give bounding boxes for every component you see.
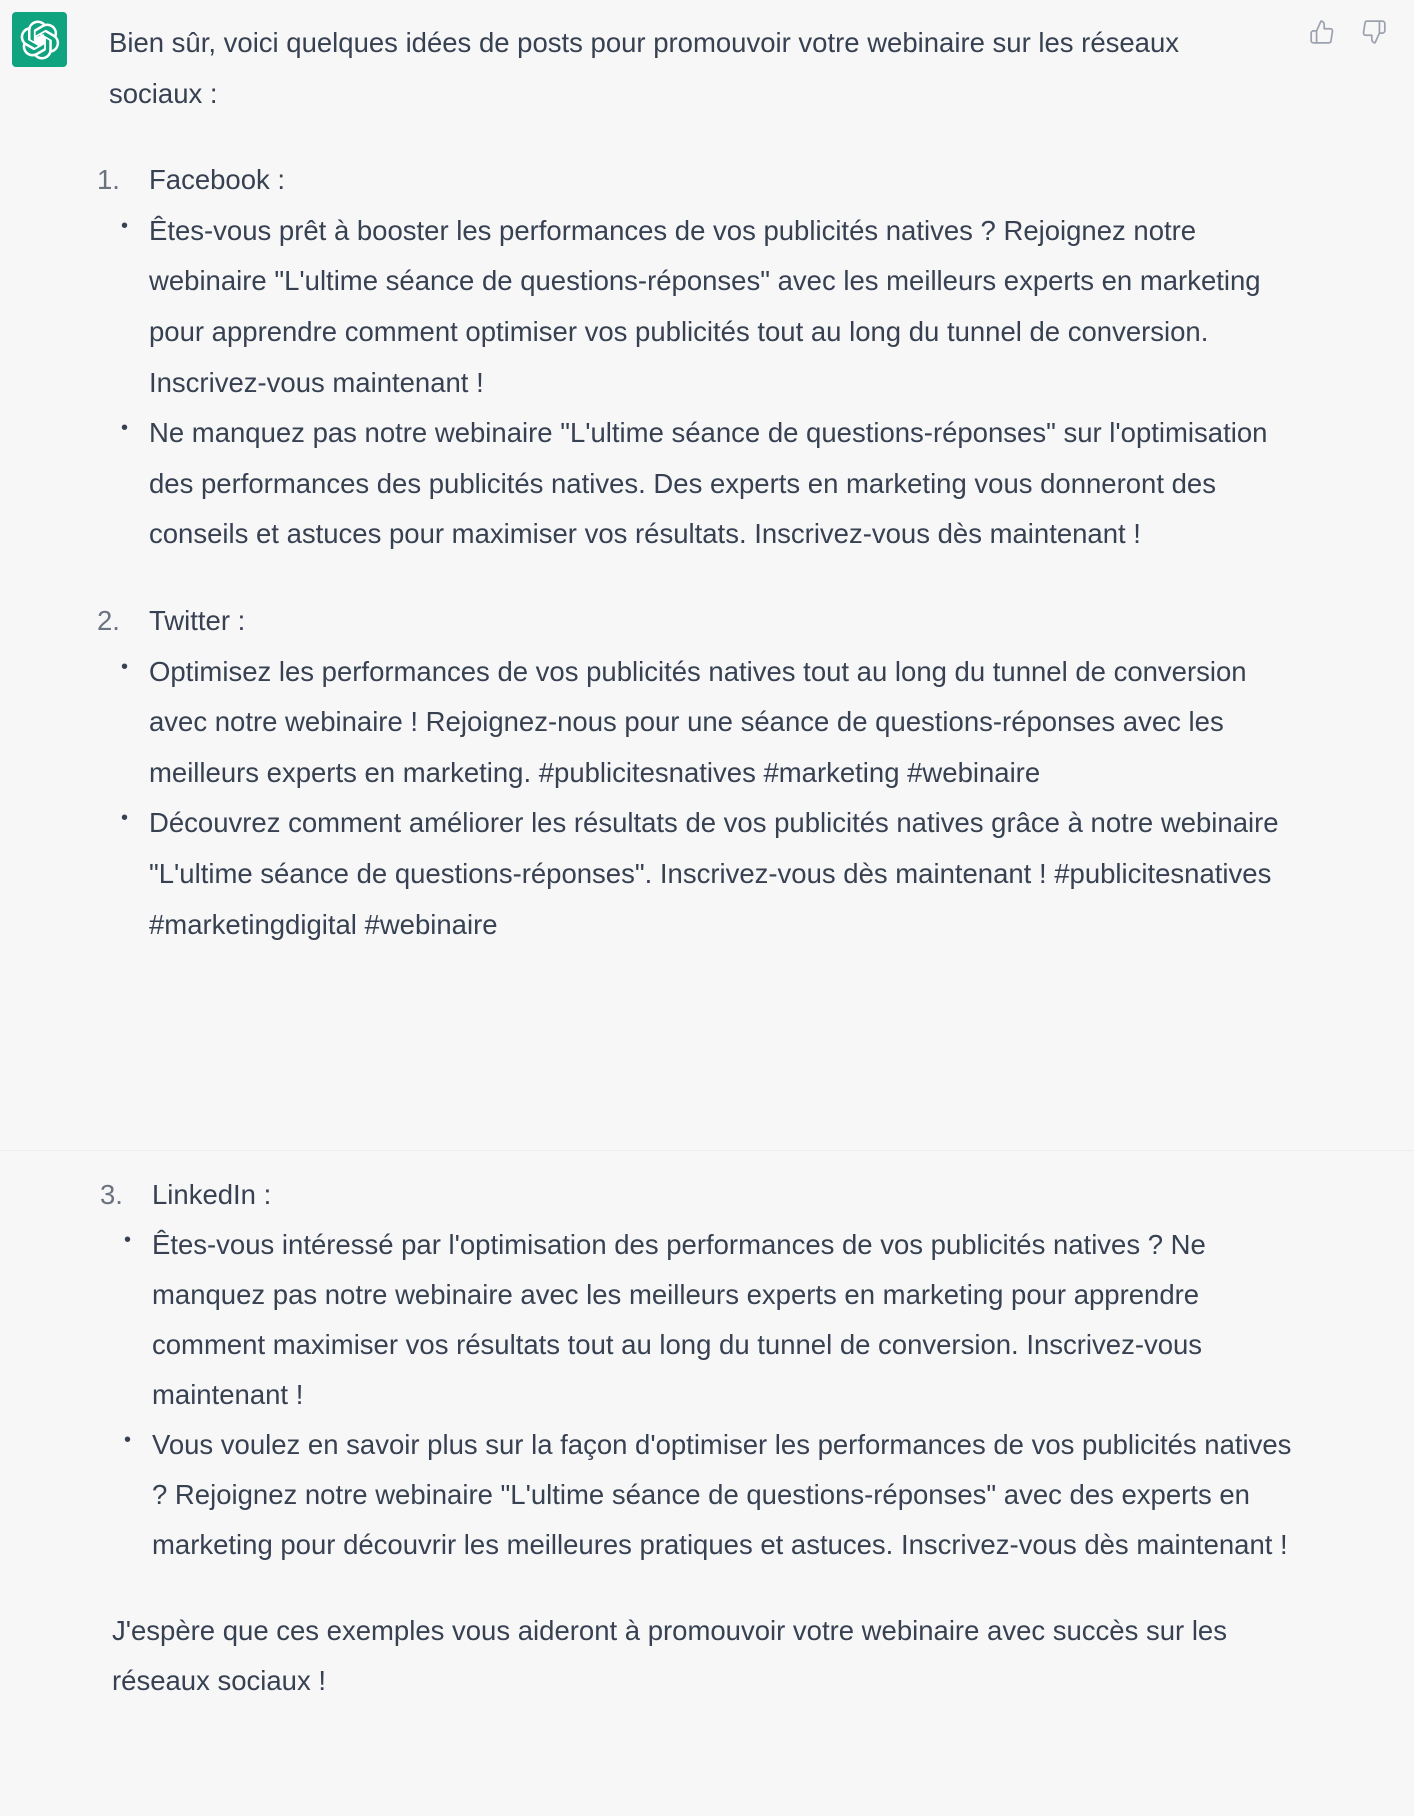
twitter-post-list [109,647,1289,951]
post-text: Êtes-vous prêt à booster les performances de vos publicités natives ? Rejoignez notre webinaire "L'ultime séance de questions-réponses" avec les meilleurs experts en marketing pour apprendre comment optimiser vos publicités tout au long du tunnel de conversion. Inscrivez-vous maintenant ! [149,214,1261,398]
assistant-message-continued [100,1170,1292,1734]
bullet-icon: • [124,1429,132,1451]
list-item [109,647,1294,799]
message-intro: Bien sûr, voici quelques idées de posts pour promouvoir votre webinaire sur les réseaux sociaux : [109,27,1180,109]
message-outro: J'espère que ces exemples vous aideront à promouvoir votre webinaire avec succès sur les réseaux sociaux ! [112,1615,1227,1696]
list-item [112,1420,1297,1570]
section-number: 3. [100,1179,123,1210]
section-heading-linkedin [100,1170,1292,1220]
section-label: Twitter : [149,604,246,636]
section-label: LinkedIn : [152,1179,272,1210]
list-item [109,206,1294,408]
section-heading-facebook [97,155,1289,206]
thumbs-down-button[interactable] [1360,18,1388,46]
facebook-post-list [109,206,1289,560]
section-number: 2. [97,604,120,636]
post-text: Vous voulez en savoir plus sur la façon d'optimiser les performances de vos publicités natives ? Rejoignez notre webinaire "L'ultime séance de questions-réponses" avec des experts en marketing pour découvrir les meilleures pratiques et astuces. Inscrivez-vous dès maintenant ! [152,1429,1292,1560]
post-text: Êtes-vous intéressé par l'optimisation des performances de vos publicités natives ? Ne manquez pas notre webinaire avec les meilleurs experts en marketing pour apprendre comment maximiser vos résultats tout au long du tunnel de conversion. Inscrivez-vous maintenant ! [152,1229,1206,1410]
post-text: Découvrez comment améliorer les résultats de vos publicités natives grâce à notre webinaire "L'ultime séance de questions-réponses". Inscrivez-vous dès maintenant ! #publicitesnatives #marketingdigital #webinaire [149,807,1279,940]
openai-logo-icon [20,20,60,60]
bullet-icon: • [121,417,129,440]
list-item [112,1220,1297,1420]
list-item [109,408,1294,560]
thumbs-up-icon [1309,19,1335,45]
bullet-icon: • [121,214,129,237]
bullet-icon: • [121,655,129,678]
list-item [109,798,1294,950]
thumbs-up-button[interactable] [1308,18,1336,46]
section-number: 1. [97,164,120,196]
feedback-controls [1308,18,1388,46]
assistant-message [97,18,1289,950]
post-text: Ne manquez pas notre webinaire "L'ultime séance de questions-réponses" sur l'optimisation des performances des publicités natives. Des experts en marketing vous donneront des conseils et astuces pour maximiser vos résultats. Inscrivez-vous dès maintenant ! [149,417,1268,550]
thumbs-down-icon [1361,19,1387,45]
linkedin-post-list [112,1220,1292,1570]
assistant-avatar [12,12,67,67]
message-divider [0,1150,1414,1151]
section-label: Facebook : [149,164,286,196]
post-text: Optimisez les performances de vos publicités natives tout au long du tunnel de conversion avec notre webinaire ! Rejoignez-nous pour une séance de questions-réponses avec les meilleurs experts en marketing. #publicitesnatives #marketing #webinaire [149,655,1247,788]
section-heading-twitter [97,596,1289,647]
bullet-icon: • [121,807,129,830]
bullet-icon: • [124,1229,132,1251]
